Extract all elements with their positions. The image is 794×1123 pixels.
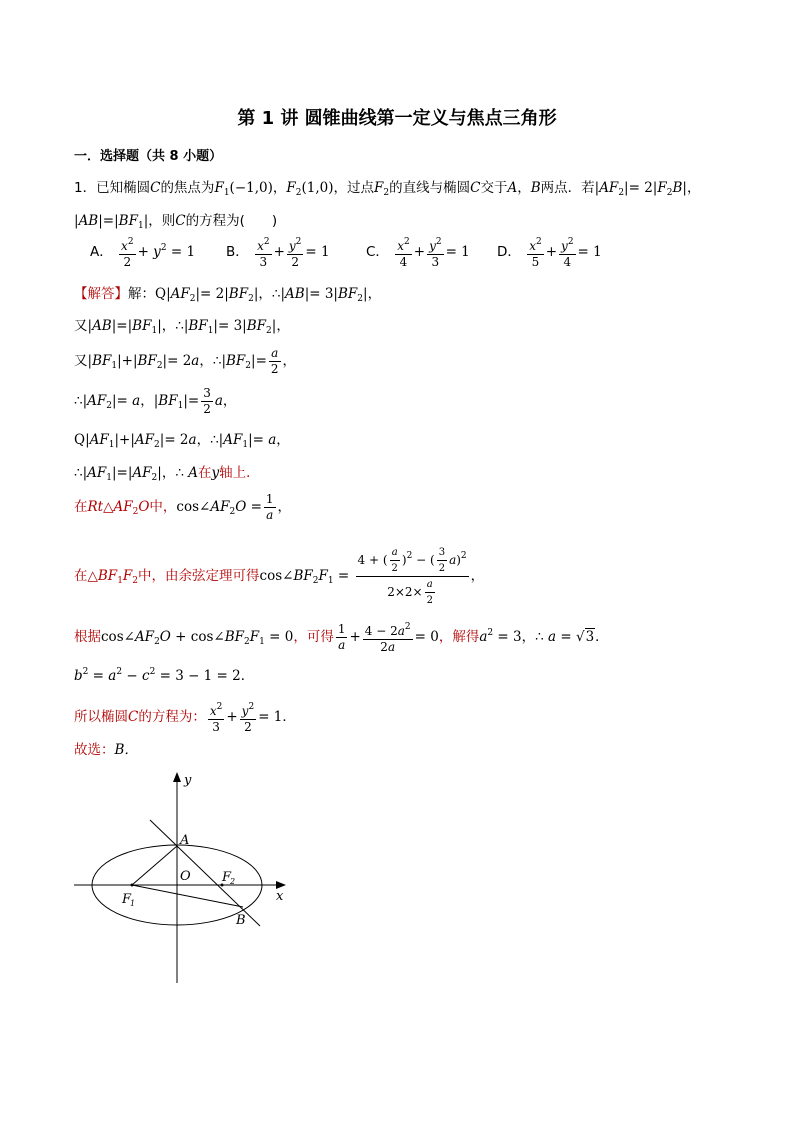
solution-line-7: 在$Rt\triangle AF_2O$中，$\cos\angle AF_2O$ = $\frac{1}{a}$ ， — [74, 492, 292, 522]
label-b: B — [236, 913, 246, 928]
page-title: 第 1 讲 圆锥曲线第一定义与焦点三角形 — [237, 108, 557, 129]
segment-f1-b — [132, 885, 243, 907]
y-axis-arrow — [173, 772, 181, 782]
x-axis-arrow — [276, 881, 286, 889]
solution-line-8: 在$\triangle BF_1F_2$中，由余弦定理可得$\cos\angle BF_2F_1$ = 4 + ( $\frac{a}{2}$ )$^2$ − ( $\frac{3}{2}$ a)$^2$ 2×2× $\frac{a}{2}$ ， — [74, 547, 485, 606]
solution-line-1: 【解答】解：$Q|AF_2|= 2|BF_2|$，∴|AB|= $3|BF_2|$， — [74, 286, 382, 304]
solution-line-2: 又$|AB|=|BF_1|$，$\therefore|BF_1|= 3|BF_2|$， — [74, 318, 290, 336]
solution-line-3: 又$|BF_1|+|BF_2|= 2a$，$\therefore|BF_2|=$ $\frac{a}{2}$ ， — [74, 346, 297, 376]
section-heading: 一．选择题（共 8 小题） — [74, 149, 223, 164]
option-c[interactable]: C． $\frac{x^2}{4}$ + $\frac{y^2}{3}$ = 1 — [366, 237, 470, 269]
label-f2-sub: 2 — [230, 877, 236, 886]
label-o: O — [180, 869, 191, 884]
solution-line-4: $\therefore|AF_2|= a$，$|BF_1|=$ $\frac{3}{2}$ a， — [74, 386, 237, 416]
label-f1-sub: 1 — [130, 899, 136, 908]
label-x: x — [276, 889, 284, 904]
label-a: A — [180, 833, 190, 848]
solution-line-10: $b^2 = a^2 - c^2 = 3 - 1 = 2$． — [74, 667, 255, 684]
label-f2: F — [222, 870, 232, 885]
solution-line-11: 所以椭圆C的方程为： $\frac{x^2}{3}$ + $\frac{y^2}{2}$ = 1． — [74, 702, 296, 734]
question-line-2: $|AB|=|BF_1|$，则C的方程为( ) — [74, 213, 278, 231]
option-d[interactable]: D． $\frac{x^2}{5}$ + $\frac{y^2}{4}$ = 1 — [497, 237, 602, 269]
question-number: 1． — [74, 180, 97, 196]
option-b[interactable]: B． $\frac{x^2}{3}$ + $\frac{y^2}{2}$ = 1 — [226, 237, 330, 269]
label-f1: F — [122, 892, 132, 907]
ellipse-figure — [70, 768, 300, 988]
solution-answer: 故选：B． — [74, 742, 138, 758]
solution-label: 【解答】 — [74, 286, 128, 302]
line-ab — [150, 820, 260, 926]
solution-line-9: 根据$\cos\angle AF_2O$ + $\cos\angle BF_2F_1 = 0$，可得 $\frac{1}{a}$ + $\frac{4 - 2a^2}{2a}$ = 0，解得$a^2 = 3$，∴ a = √3． — [74, 622, 609, 654]
solution-line-6: $\therefore|AF_1|=|AF_2|$，∴ A在y轴上． — [74, 465, 260, 483]
segment-f1-a — [132, 846, 177, 885]
label-y: y — [184, 773, 192, 788]
option-a[interactable]: A． $\frac{x^2}{2}$ + $y^2 = 1$ — [90, 237, 196, 269]
solution-line-5: $Q|AF_1|+|AF_2|= 2a$，$\therefore|AF_1|= a$， — [74, 432, 290, 450]
point-f1 — [131, 884, 134, 887]
question-line-1: 1．已知椭圆C的焦点为$F_1(-1,0)$，$F_2(1,0)$，过点$F_2$的直线与椭圆C交于A，B两点．若$|AF_2|= 2|F_2B|$， — [74, 180, 701, 198]
